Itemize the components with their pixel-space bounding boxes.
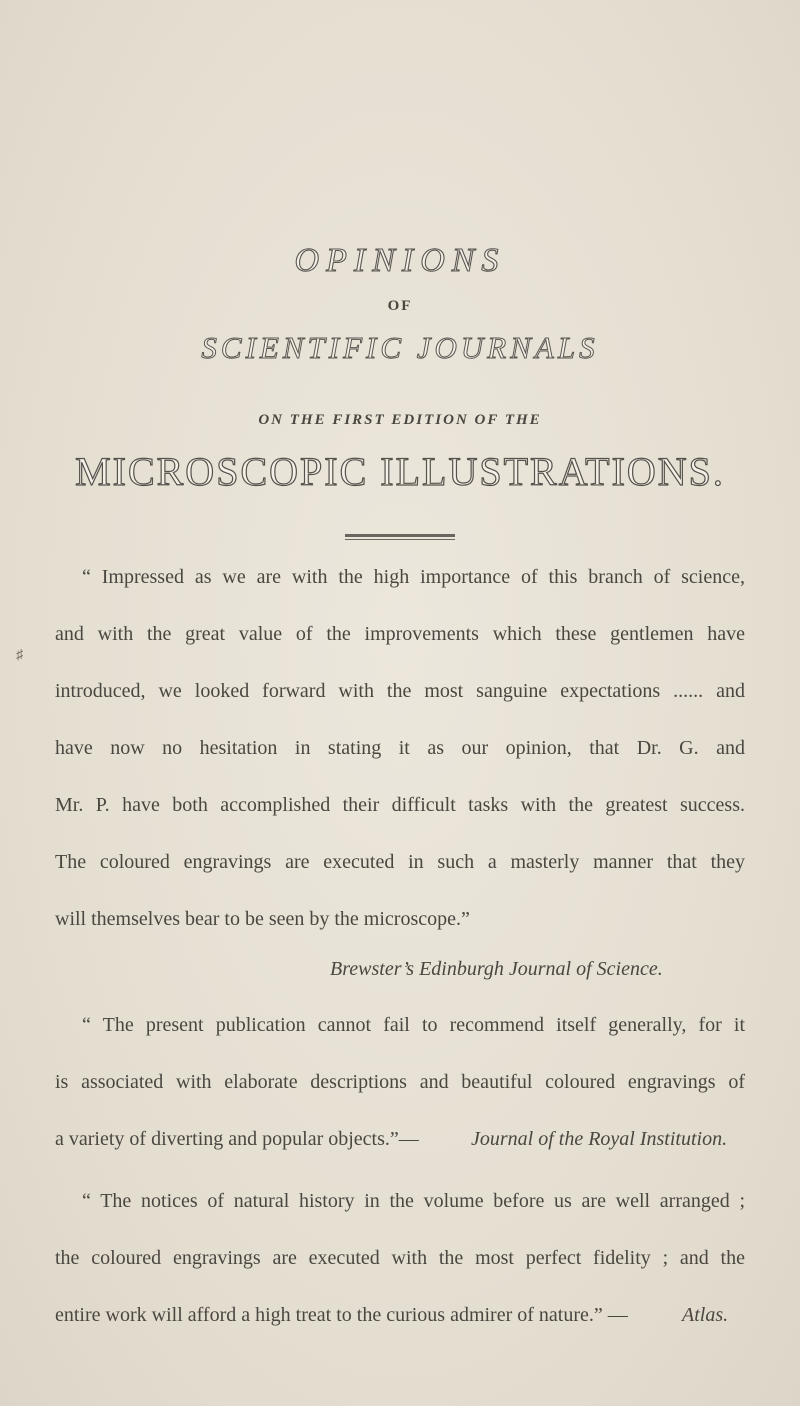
quote-2-line-2: is associated with elaborate descriptions and beautiful coloured engravings of <box>55 1071 745 1093</box>
quote-1-line-5: Mr. P. have both accomplished their difficult tasks with the greatest success. <box>55 794 745 816</box>
quote-1-line-1: “ Impressed as we are with the high importance of this branch of science, <box>82 566 745 588</box>
title-of: OF <box>387 298 413 314</box>
quote-1-line-7: will themselves bear to be seen by the microscope.” <box>55 908 470 930</box>
quote-1-line-2: and with the great value of the improvements which these gentlemen have <box>55 623 745 645</box>
quote-1-line-4: have now no hesitation in stating it as our opinion, that Dr. G. and <box>55 737 745 759</box>
margin-mark: ♯ <box>16 648 23 663</box>
title-microscopic-illustrations: MICROSCOPIC ILLUSTRATIONS. <box>75 449 725 494</box>
quote-1-line-6: The coloured engravings are executed in such a masterly manner that they <box>55 851 745 873</box>
quote-3-line-1: “ The notices of natural history in the volume before us are well arranged ; <box>82 1190 745 1212</box>
quote-2-line-1: “ The present publication cannot fail to recommend itself generally, for it <box>82 1014 745 1036</box>
divider-rule <box>345 534 455 541</box>
quote-3-source: Atlas. <box>682 1304 729 1326</box>
quote-2-line-3: a variety of diverting and popular objects.”— <box>55 1128 419 1150</box>
quote-2-source: Journal of the Royal Institution. <box>471 1128 728 1150</box>
quote-1-source: Brewster’s Edinburgh Journal of Science. <box>330 958 663 980</box>
subtitle-first-edition: ON THE FIRST EDITION OF THE <box>258 412 542 428</box>
title-scientific-journals: SCIENTIFIC JOURNALS <box>201 330 599 365</box>
title-opinions: OPINIONS <box>294 242 506 279</box>
quote-3-line-3: entire work will afford a high treat to the curious admirer of nature.” — <box>55 1304 628 1326</box>
quote-3-line-2: the coloured engravings are executed with the most perfect fidelity ; and the <box>55 1247 745 1269</box>
quote-1-line-3: introduced, we looked forward with the most sanguine expectations ...... and <box>55 680 745 702</box>
